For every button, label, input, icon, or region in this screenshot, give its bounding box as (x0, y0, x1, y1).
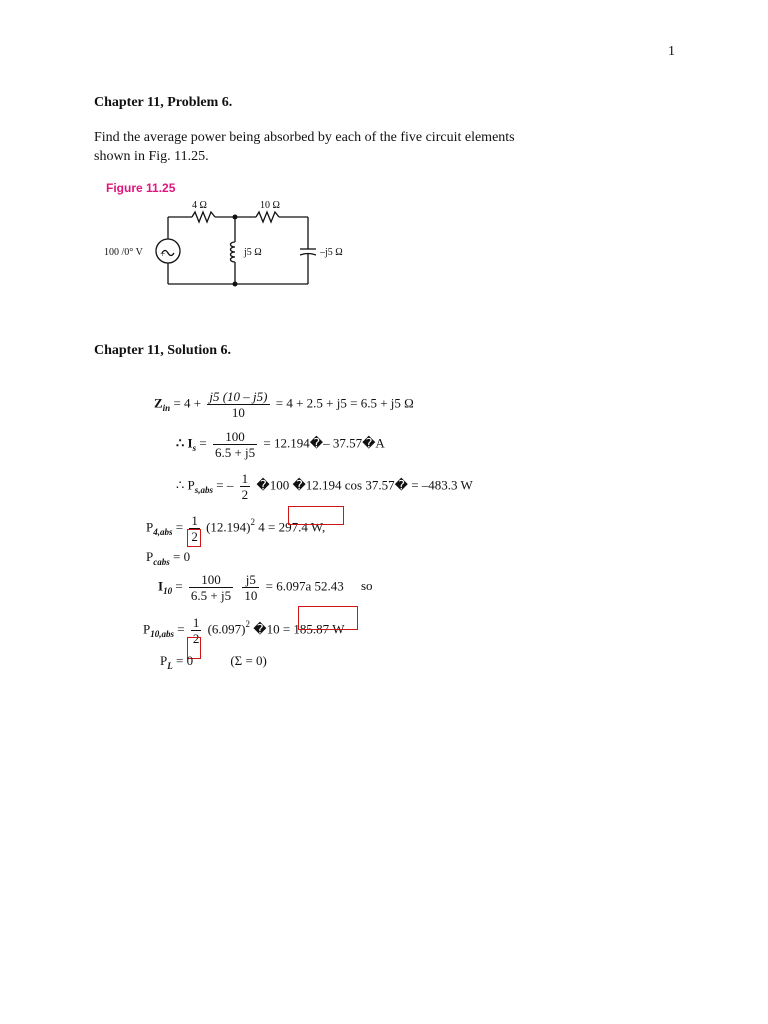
circuit-diagram (100, 195, 370, 295)
p10-equation: $P_{10,abs}$ = $\frac{1}{2}$ $(6.097)^2$ �10 = 185.87 W (143, 615, 345, 646)
pc-equation: $P_{cabs} = 0$ (146, 549, 191, 567)
resistor-4-ohm (192, 212, 215, 222)
annotation-box-p10 (298, 606, 358, 630)
r2-label: 10 Ω (260, 200, 280, 211)
r1-label: 4 Ω (192, 200, 207, 211)
figure-label: Figure 11.25 (106, 181, 176, 195)
problem-text-line-2: shown in Fig. 11.25. (94, 149, 209, 164)
is-equation: ∴ $I_s$ = $\frac{100}{6.5 + j5}$ = 12.194�– 37.57�A (176, 429, 385, 460)
problem-heading: Chapter 11, Problem 6. (94, 95, 233, 110)
ps-equation: ∴ $P_{s,abs}$ = – $\frac{1}{2}$ �100 �12.194 cos 37.57� = –483.3 W (176, 471, 473, 502)
resistor-10-ohm (256, 212, 279, 222)
inductor (231, 242, 236, 262)
capacitor-label: –j5 Ω (320, 247, 343, 258)
annotation-box-half-1 (187, 529, 201, 547)
svg-text:+: + (160, 249, 166, 259)
page-number: 1 (668, 44, 675, 59)
p4-equation: $P_{4,abs}$ = $\frac{1}{2}$ $(12.194)^2$ 4 = 297.4 W, (146, 513, 326, 544)
source-label: 100 /0° V (104, 247, 143, 258)
inductor-label: j5 Ω (244, 247, 262, 258)
zin-equation: $Z_{in} = 4$ + $\frac{j5 (10 - j5)}{10}$ = 4 + 2.5 + j5 = 6.5 + j5 Ω (154, 389, 414, 420)
pl-equation: $P_L = 0$ (Σ = 0) (160, 653, 267, 671)
problem-text-line-1: Find the average power being absorbed by each of the five circuit elements (94, 130, 515, 145)
i10-equation: $I_{10}$ = $\frac{100}{6.5 + j5}$ $\frac{j5}{10}$ = 6.097a 52.43 so (158, 572, 373, 603)
annotation-box-p4 (288, 506, 344, 525)
solution-heading: Chapter 11, Solution 6. (94, 343, 232, 358)
